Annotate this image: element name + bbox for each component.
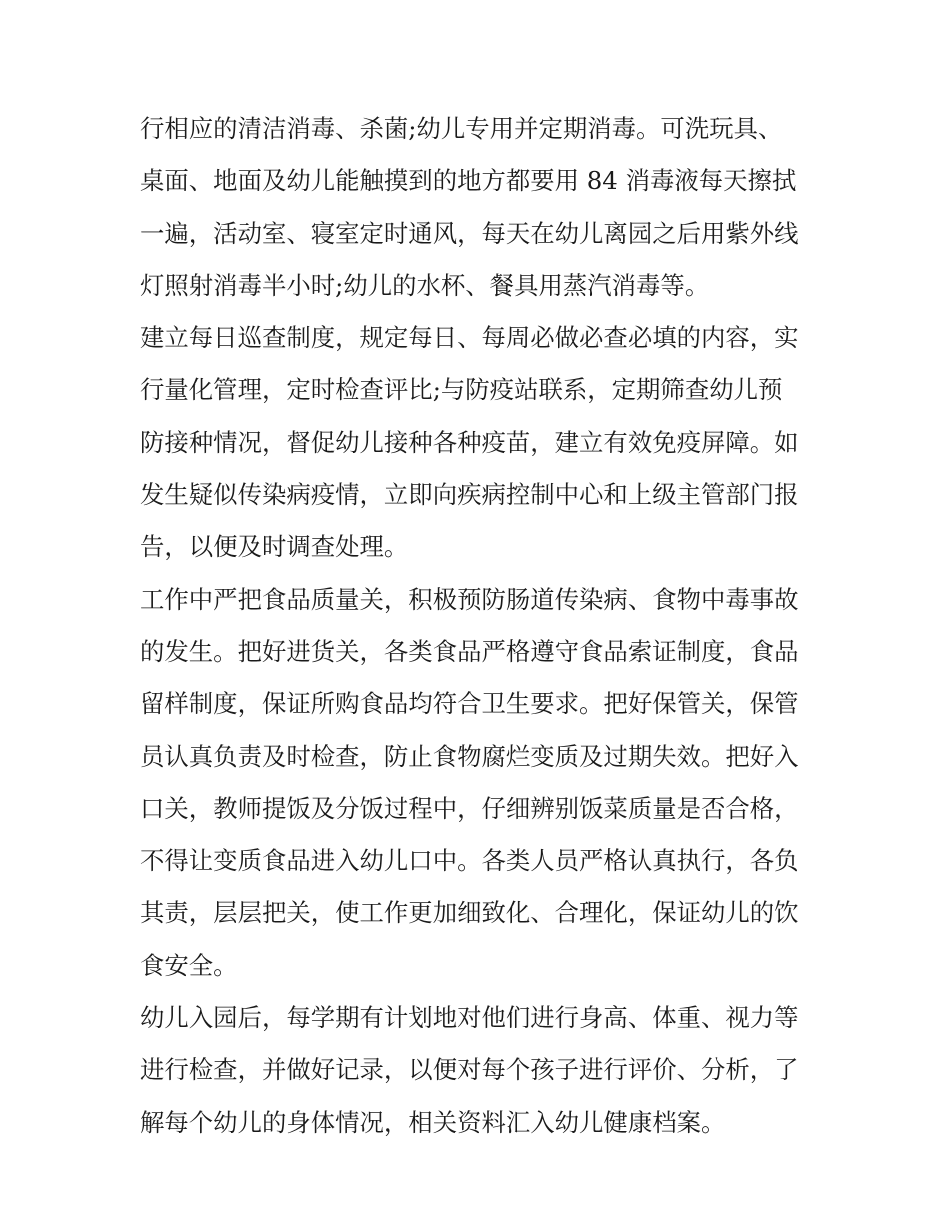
text-line: 发生疑似传染病疫情，立即向疾病控制中心和上级主管部门报 (140, 480, 799, 510)
text-line: 行量化管理，定时检查评比;与防疫站联系，定期筛查幼儿预 (140, 375, 783, 405)
text-line: 建立每日巡查制度，规定每日、每周必做必查必填的内容，实 (140, 323, 799, 353)
text-line: 进行检查，并做好记录，以便对每个孩子进行评价、分析，了 (140, 1055, 799, 1085)
text-line: 幼儿入园后，每学期有计划地对他们进行身高、体重、视力等 (140, 1003, 799, 1033)
text-line: 不得让变质食品进入幼儿口中。各类人员严格认真执行，各负 (140, 846, 799, 876)
text-line: 其责，层层把关，使工作更加细致化、合理化，保证幼儿的饮 (140, 898, 799, 928)
text-line: 食安全。 (140, 950, 238, 980)
text-line: 一遍，活动室、寝室定时通风，每天在幼儿离园之后用紫外线 (140, 218, 799, 248)
text-line: 留样制度，保证所购食品均符合卫生要求。把好保管关，保管 (140, 689, 799, 719)
text-line: 解每个幼儿的身体情况，相关资料汇入幼儿健康档案。 (140, 1107, 726, 1137)
text-line: 工作中严把食品质量关，积极预防肠道传染病、食物中毒事故 (140, 584, 799, 614)
text-line: 口关，教师提饭及分饭过程中，仔细辨别饭菜质量是否合格， (140, 793, 799, 823)
text-line: 员认真负责及时检查，防止食物腐烂变质及过期失效。把好入 (140, 741, 799, 771)
text-line: 桌面、地面及幼儿能触摸到的地方都要用 84 消毒液每天擦拭 (140, 166, 797, 196)
text-line: 的发生。把好进货关，各类食品严格遵守食品索证制度，食品 (140, 636, 799, 666)
text-line: 告，以便及时调查处理。 (140, 532, 409, 562)
text-line: 防接种情况，督促幼儿接种各种疫苗，建立有效免疫屏障。如 (140, 427, 799, 457)
text-line: 行相应的清洁消毒、杀菌;幼儿专用并定期消毒。可洗玩具、 (140, 114, 783, 143)
body-text (140, 108, 830, 1154)
text-line: 灯照射消毒半小时;幼儿的水杯、餐具用蒸汽消毒等。 (140, 270, 710, 300)
